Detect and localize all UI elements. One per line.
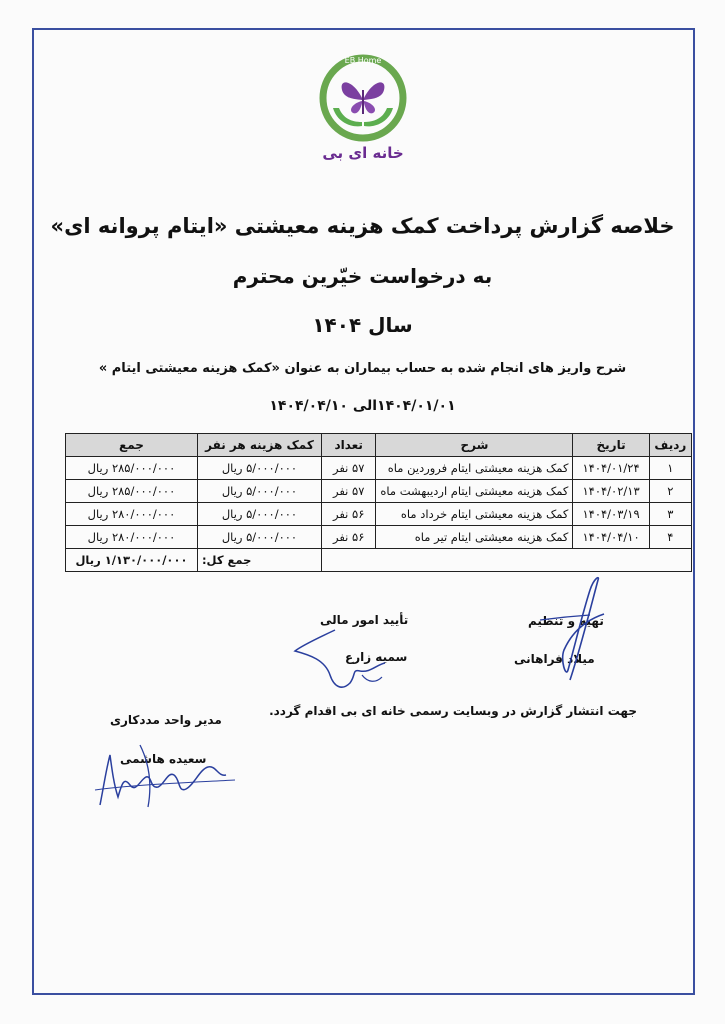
butterfly-icon (342, 82, 385, 114)
table-row (66, 526, 692, 549)
table-row (66, 457, 692, 480)
cell-total: ۲۸۰/۰۰۰/۰۰۰ ریال (66, 526, 198, 549)
prepared-by-name: میلاد فراهانی (514, 652, 595, 666)
cell-date: ۱۴۰۴/۰۳/۱۹ (573, 503, 649, 526)
finance-signature (290, 625, 400, 695)
cell-per-person: ۵/۰۰۰/۰۰۰ ریال (197, 457, 321, 480)
manager-role: مدیر واحد مددکاری (110, 713, 222, 727)
header-per-person: کمک هزینه هر نفر (197, 434, 321, 457)
cell-row-number: ۲ (649, 480, 691, 503)
finance-role: تأیید امور مالی (320, 613, 409, 627)
cell-row-number: ۳ (649, 503, 691, 526)
cell-row-number: ۴ (649, 526, 691, 549)
report-title: خلاصه گزارش پرداخت کمک هزینه معیشتی «ایتام پروانه ای» (50, 214, 675, 238)
eb-home-logo (313, 50, 413, 165)
header-count: تعداد (321, 434, 375, 457)
cell-description: کمک هزینه معیشتی ایتام اردیبهشت ماه (376, 480, 573, 503)
table-row (66, 480, 692, 503)
finance-name: سمیه زارع (345, 650, 408, 664)
prepared-by-role: تهیه و تنظیم (528, 614, 604, 628)
total-empty-cell (321, 549, 691, 572)
publish-note: جهت انتشار گزارش در وبسایت رسمی خانه ای بی اقدام گردد. (269, 704, 637, 718)
report-subtitle: به درخواست خیّرین محترم (232, 264, 493, 288)
table-row (66, 503, 692, 526)
cell-description: کمک هزینه معیشتی ایتام تیر ماه (376, 526, 573, 549)
header-description: شرح (376, 434, 573, 457)
table-header-row (66, 434, 692, 457)
header-total: جمع (66, 434, 198, 457)
total-value: ۱/۱۳۰/۰۰۰/۰۰۰ ریال (66, 549, 198, 572)
cell-per-person: ۵/۰۰۰/۰۰۰ ریال (197, 503, 321, 526)
manager-name: سعیده هاشمی (120, 752, 207, 766)
cell-row-number: ۱ (649, 457, 691, 480)
cell-count: ۵۶ نفر (321, 526, 375, 549)
report-year: سال ۱۴۰۴ (312, 313, 413, 337)
cell-date: ۱۴۰۴/۰۲/۱۳ (573, 480, 649, 503)
date-range: ۱۴۰۴/۰۱/۰۱الی ۱۴۰۴/۰۴/۱۰ (269, 398, 456, 414)
logo-ring-text: EB Home (344, 56, 382, 65)
cell-per-person: ۵/۰۰۰/۰۰۰ ریال (197, 526, 321, 549)
cell-description: کمک هزینه معیشتی ایتام فروردین ماه (376, 457, 573, 480)
cell-total: ۲۸۵/۰۰۰/۰۰۰ ریال (66, 480, 198, 503)
cell-count: ۵۷ نفر (321, 480, 375, 503)
cell-total: ۲۸۵/۰۰۰/۰۰۰ ریال (66, 457, 198, 480)
cell-total: ۲۸۰/۰۰۰/۰۰۰ ریال (66, 503, 198, 526)
manager-signature (90, 725, 240, 815)
total-label: جمع کل: (197, 549, 321, 572)
cell-date: ۱۴۰۴/۰۴/۱۰ (573, 526, 649, 549)
prepared-by-signature (520, 570, 610, 690)
logo-brand-text: خانه ای بی (322, 144, 404, 162)
payments-table (65, 433, 692, 572)
cell-count: ۵۶ نفر (321, 503, 375, 526)
cell-count: ۵۷ نفر (321, 457, 375, 480)
table-total-row (66, 549, 692, 572)
header-row-number: ردیف (649, 434, 691, 457)
header-date: تاریخ (573, 434, 649, 457)
report-description: شرح واریز های انجام شده به حساب بیماران به عنوان «کمک هزینه معیشتی ایتام » (98, 361, 627, 376)
cell-date: ۱۴۰۴/۰۱/۲۴ (573, 457, 649, 480)
cell-description: کمک هزینه معیشتی ایتام خرداد ماه (376, 503, 573, 526)
cell-per-person: ۵/۰۰۰/۰۰۰ ریال (197, 480, 321, 503)
